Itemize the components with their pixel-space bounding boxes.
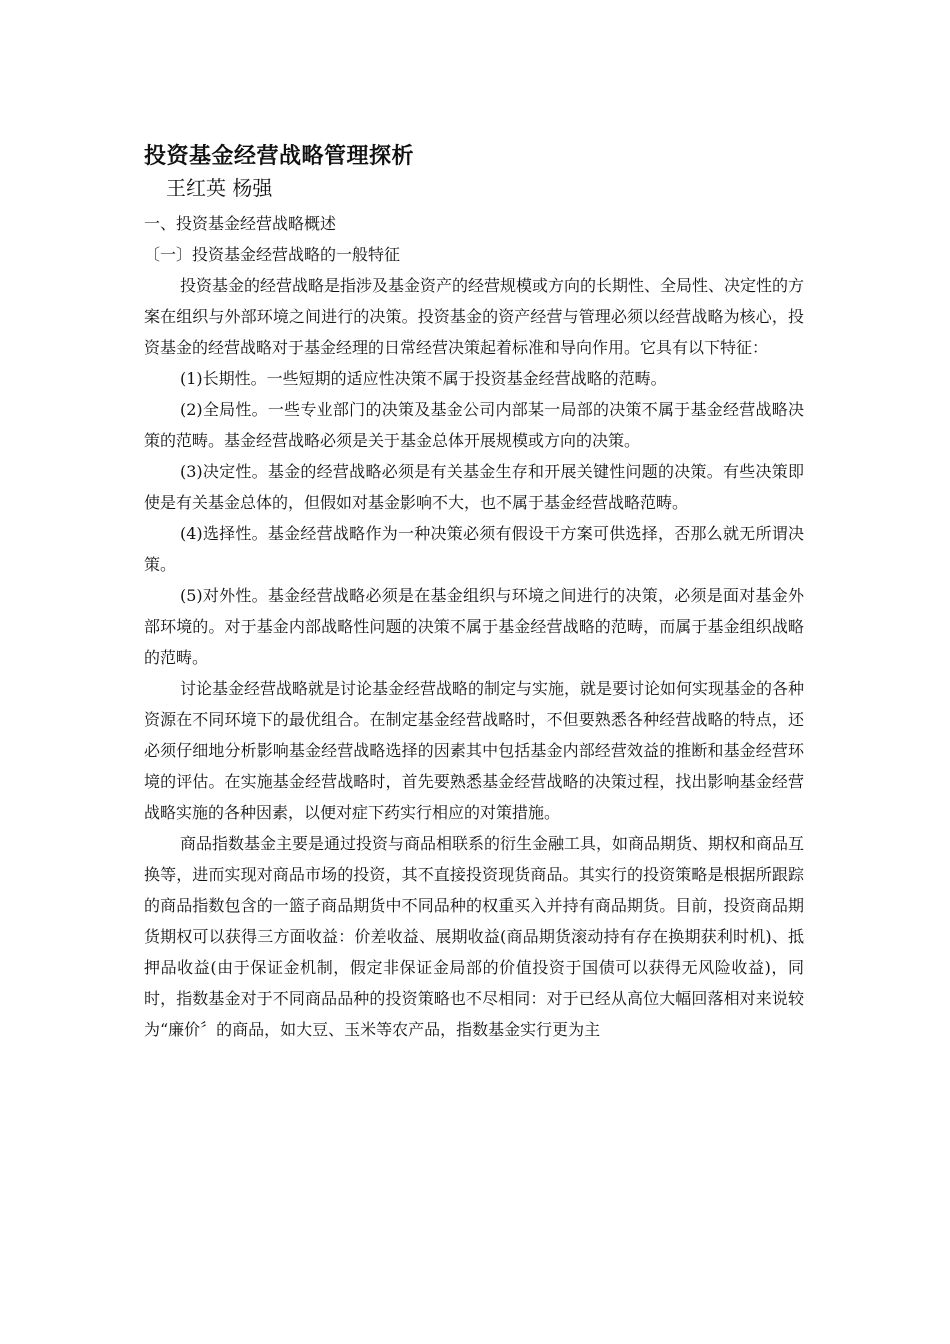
document-body	[144, 140, 804, 1045]
document-authors: 王红英 杨强	[166, 176, 273, 200]
paragraph-feature-external: (5)对外性。基金经营战略必须是在基金组织与环境之间进行的决策，必须是面对基金外部环境的。对于基金内部战略性问题的决策不属于基金经营战略的范畴，而属于基金组织战略的范畴。	[144, 586, 804, 667]
subsection-heading: 〔一〕投资基金经营战略的一般特征	[144, 245, 401, 264]
paragraph-feature-global: (2)全局性。一些专业部门的决策及基金公司内部某一局部的决策不属于基金经营战略决策的范畴。基金经营战略必须是关于基金总体开展规模或方向的决策。	[144, 400, 804, 450]
document-title: 投资基金经营战略管理探析	[144, 144, 415, 169]
paragraph-feature-decisive: (3)决定性。基金的经营战略必须是有关基金生存和开展关键性问题的决策。有些决策即使是有关基金总体的，但假如对基金影响不大，也不属于基金经营战略范畴。	[144, 462, 804, 512]
paragraph-intro: 投资基金的经营战略是指涉及基金资产的经营规模或方向的长期性、全局性、决定性的方案在组织与外部环境之间进行的决策。投资基金的资产经营与管理必须以经营战略为核心，投资基金的经营战略对于基金经理的日常经营决策起着标准和导向作用。它具有以下特征：	[144, 276, 805, 357]
paragraph-strategy-discussion: 讨论基金经营战略就是讨论基金经营战略的制定与实施，就是要讨论如何实现基金的各种资源在不同环境下的最优组合。在制定基金经营战略时，不但要熟悉各种经营战略的特点，还必须仔细地分析影响基金经营战略选择的因素其中包括基金内部经营效益的推断和基金经营环境的评估。在实施基金经营战略时，首先要熟悉基金经营战略的决策过程，找出影响基金经营战略实施的各种因素，以便对症下药实行相应的对策措施。	[144, 679, 805, 822]
section-heading: 一、投资基金经营战略概述	[144, 214, 337, 233]
paragraph-feature-selective: (4)选择性。基金经营战略作为一种决策必须有假设干方案可供选择，否那么就无所谓决策。	[144, 524, 804, 574]
paragraph-commodity-index-fund: 商品指数基金主要是通过投资与商品相联系的衍生金融工具，如商品期货、期权和商品互换等，进而实现对商品市场的投资，其不直接投资现货商品。其实行的投资策略是根据所跟踪的商品指数包含的一篮子商品期货中不同品种的权重买入并持有商品期货。目前，投资商品期货期权可以获得三方面收益：价差收益、展期收益(商品期货滚动持有存在换期获利时机)、抵押品收益(由于保证金机制，假定非保证金局部的价值投资于国债可以获得无风险收益)，同时，指数基金对于不同商品品种的投资策略也不尽相同：对于已经从高位大幅回落相对来说较为“廉价〞的商品，如大豆、玉米等农产品，指数基金实行更为主	[144, 834, 805, 1039]
paragraph-feature-long-term: (1)长期性。一些短期的适应性决策不属于投资基金经营战略的范畴。	[180, 369, 667, 388]
